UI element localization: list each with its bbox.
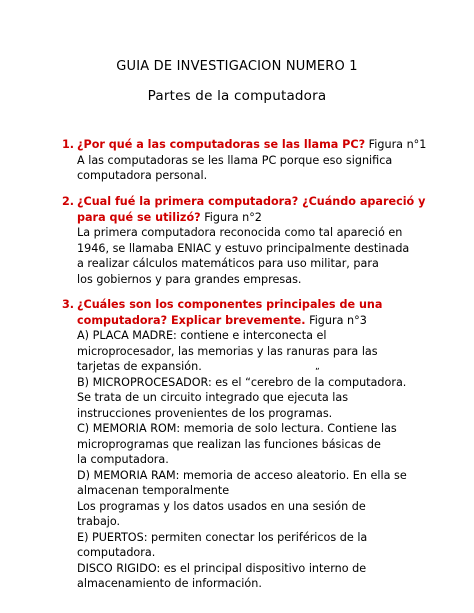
question-3 xyxy=(62,297,417,592)
question-line: ¿Cuáles son los componentes principales de una xyxy=(77,298,383,311)
question-number: 1. xyxy=(62,138,75,151)
answer-line: Se trata de un circuito integrado que ejecuta las xyxy=(77,391,349,404)
answer-line: tarjetas de expansión. xyxy=(77,360,202,373)
question-line: ¿Por qué a las computadoras se las llama PC? Figura n°1 xyxy=(77,138,427,151)
figure-ref: Figura n°2 xyxy=(204,210,262,224)
question-number: 2. xyxy=(62,195,75,208)
answer-line: DISCO RIGIDO: es el principal dispositivo interno de xyxy=(77,561,367,575)
answer-line: almacenan temporalmente xyxy=(77,484,230,497)
answer-line: la computadora. xyxy=(77,453,169,466)
answer-line: microprogramas que realizan las funciones básicas de xyxy=(77,437,381,451)
answer-line: E) PUERTOS: permiten conectar los periféricos de la xyxy=(77,530,368,544)
answer-line: A) PLACA MADRE: contiene e interconecta el xyxy=(77,329,327,342)
answer-line: instrucciones provenientes de los programas. xyxy=(77,406,333,420)
stray-quote-mark: „ xyxy=(315,362,320,372)
figure-ref: Figura n°3 xyxy=(309,313,367,327)
question-number: 3. xyxy=(62,298,75,311)
document-subtitle: Partes de la computadora xyxy=(147,88,327,104)
answer-line: Los programas y los datos usados en una sesión de xyxy=(77,499,366,513)
answer-line: trabajo. xyxy=(77,515,121,528)
answer-line: computadora personal. xyxy=(77,169,208,182)
question-line: computadora? Explicar brevemente. Figura n°3 xyxy=(77,313,367,327)
figure-ref: Figura n°1 xyxy=(368,138,427,151)
answer-line: B) MICROPROCESADOR: es el “cerebro de la computadora. xyxy=(77,375,407,389)
answer-line: almacenamiento de información. xyxy=(77,577,262,590)
answer-line: C) MEMORIA ROM: memoria de solo lectura. Contiene las xyxy=(77,422,397,435)
answer-line: microprocesador, las memorias y las ranuras para las xyxy=(77,344,378,358)
question-2 xyxy=(62,194,426,287)
question-1 xyxy=(62,137,427,184)
answer-line: los gobiernos y para grandes empresas. xyxy=(77,272,302,286)
answer-line: a realizar cálculos matemáticos para uso militar, para xyxy=(77,257,379,270)
question-line: ¿Cual fué la primera computadora? ¿Cuándo apareció y xyxy=(77,195,426,208)
answer-line: computadora. xyxy=(77,546,156,559)
answer-line: A las computadoras se les llama PC porque eso significa xyxy=(77,153,393,167)
answer-line: 1946, se llamaba ENIAC y estuvo principalmente destinada xyxy=(77,241,410,255)
question-line: para qué se utilizó? Figura n°2 xyxy=(77,210,262,224)
document-title: GUIA DE INVESTIGACION NUMERO 1 xyxy=(116,59,358,74)
answer-line: La primera computadora reconocida como tal apareció en xyxy=(77,226,403,239)
answer-line: D) MEMORIA RAM: memoria de acceso aleatorio. En ella se xyxy=(77,468,407,482)
